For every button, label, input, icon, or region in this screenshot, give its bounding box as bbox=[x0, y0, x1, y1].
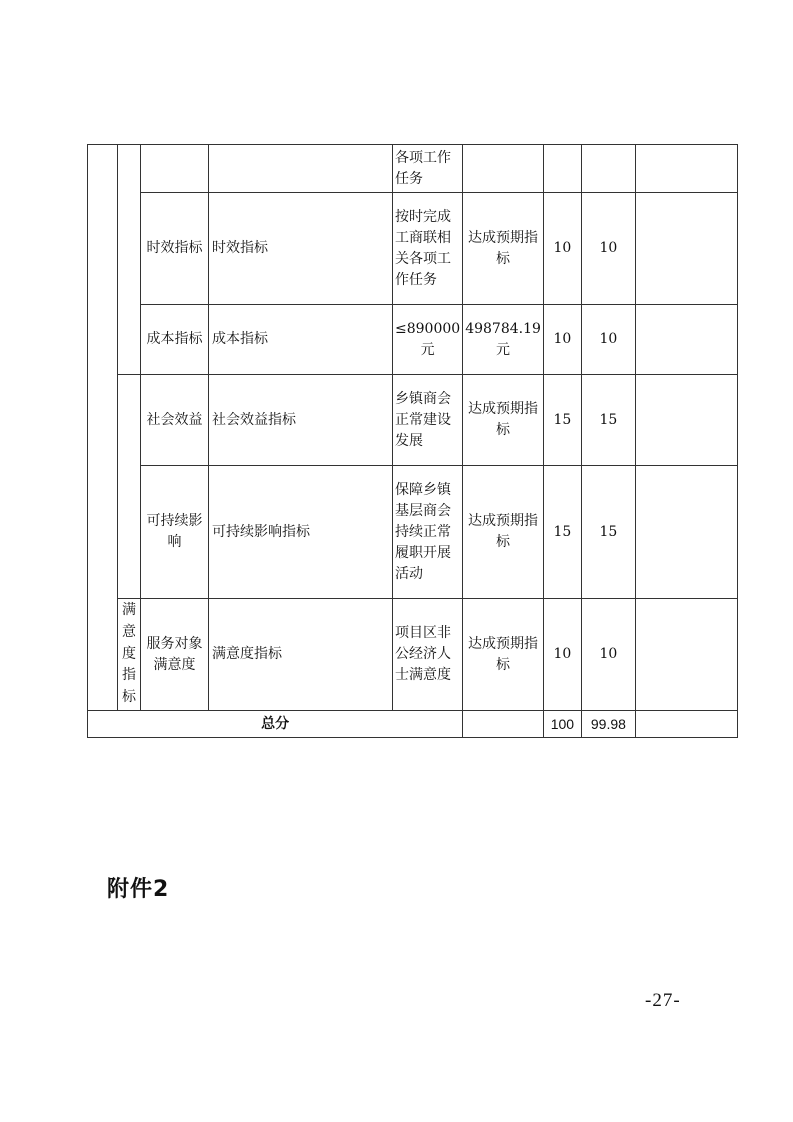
score-cell: 10 bbox=[581, 305, 635, 375]
level3-indicator-cell: 可持续影响 bbox=[141, 466, 209, 599]
score-cell: 15 bbox=[581, 375, 635, 466]
actual-value-cell: 达成预期指标 bbox=[463, 599, 544, 711]
table-row bbox=[88, 145, 738, 193]
weight-cell: 15 bbox=[543, 466, 581, 599]
level3-indicator-cell: 服务对象满意度 bbox=[141, 599, 209, 711]
weight-cell bbox=[543, 145, 581, 193]
target-value-cell: ≤890000元 bbox=[393, 305, 463, 375]
indicator-name-cell: 可持续影响指标 bbox=[209, 466, 393, 599]
level2-category-cell bbox=[118, 145, 141, 375]
weight-cell: 15 bbox=[543, 375, 581, 466]
level3-indicator-cell: 成本指标 bbox=[141, 305, 209, 375]
weight-cell: 10 bbox=[543, 193, 581, 305]
actual-value-cell: 498784.19元 bbox=[463, 305, 544, 375]
indicator-name-cell: 时效指标 bbox=[209, 193, 393, 305]
indicator-name-cell bbox=[209, 145, 393, 193]
score-cell: 15 bbox=[581, 466, 635, 599]
total-weight: 100 bbox=[543, 711, 581, 738]
score-cell: 10 bbox=[581, 193, 635, 305]
note-cell bbox=[635, 193, 737, 305]
target-value-cell: 按时完成工商联相关各项工作任务 bbox=[393, 193, 463, 305]
table-row bbox=[88, 193, 738, 305]
table-row bbox=[88, 305, 738, 375]
actual-value-cell: 达成预期指标 bbox=[463, 466, 544, 599]
page-number: -27- bbox=[645, 990, 681, 1011]
note-cell bbox=[635, 305, 737, 375]
indicator-name-cell: 社会效益指标 bbox=[209, 375, 393, 466]
weight-cell: 10 bbox=[543, 599, 581, 711]
actual-value-cell: 达成预期指标 bbox=[463, 375, 544, 466]
note-cell bbox=[635, 145, 737, 193]
score-cell: 10 bbox=[581, 599, 635, 711]
level2-category-cell bbox=[118, 375, 141, 599]
performance-score-table bbox=[87, 144, 738, 738]
total-row bbox=[88, 711, 738, 738]
table-row bbox=[88, 466, 738, 599]
target-value-cell: 乡镇商会正常建设发展 bbox=[393, 375, 463, 466]
attachment-title: 附件2 bbox=[107, 877, 170, 902]
table-row bbox=[88, 375, 738, 466]
indicator-name-cell: 成本指标 bbox=[209, 305, 393, 375]
note-cell bbox=[635, 599, 737, 711]
table-row bbox=[88, 599, 738, 711]
target-value-cell: 项目区非公经济人士满意度 bbox=[393, 599, 463, 711]
level3-indicator-cell bbox=[141, 145, 209, 193]
total-label: 总分 bbox=[88, 711, 463, 738]
note-cell bbox=[635, 375, 737, 466]
actual-value-cell bbox=[463, 145, 544, 193]
level3-indicator-cell: 社会效益 bbox=[141, 375, 209, 466]
note-cell bbox=[635, 466, 737, 599]
level1-category-cell bbox=[88, 145, 118, 711]
actual-value-cell: 达成预期指标 bbox=[463, 193, 544, 305]
level2-category-cell: 满意度指标 bbox=[118, 599, 141, 711]
indicator-name-cell: 满意度指标 bbox=[209, 599, 393, 711]
total-note-cell bbox=[635, 711, 737, 738]
score-cell bbox=[581, 145, 635, 193]
target-value-cell: 各项工作任务 bbox=[393, 145, 463, 193]
weight-cell: 10 bbox=[543, 305, 581, 375]
target-value-cell: 保障乡镇基层商会持续正常履职开展活动 bbox=[393, 466, 463, 599]
total-actual-cell bbox=[463, 711, 544, 738]
total-score: 99.98 bbox=[581, 711, 635, 738]
level3-indicator-cell: 时效指标 bbox=[141, 193, 209, 305]
